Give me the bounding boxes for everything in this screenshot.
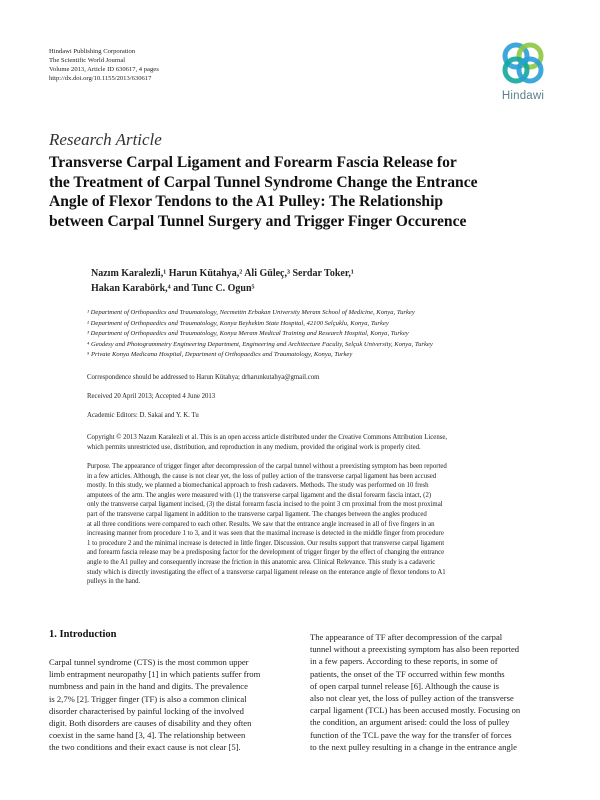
body-line: tunnel without a preexisting symptom has also been reported [310, 644, 520, 655]
body-line: carpal ligament (TCL) has been accused mostly. Focusing on [310, 705, 521, 716]
body-line: The appearance of TF after decompression of the carpal [310, 632, 503, 642]
received-dates: Received 20 April 2013; Accepted 4 June 2013 [87, 393, 216, 400]
title-line: the Treatment of Carpal Tunnel Syndrome Change the Entrance [49, 173, 478, 191]
body-line: numbness and pain in the hand and digits. The prevalence [49, 681, 248, 692]
copyright-line: Copyright © 2013 Nazım Karalezli et al. This is an open access article distributed under the Creative Commons Attribution License, [87, 434, 448, 441]
copyright-notice [87, 433, 557, 452]
abstract-line: increasing manner from procedure 1 to 3, and it was seen that the maximal increase is detected in the middle finger from procedure [87, 530, 444, 538]
body-line: Carpal tunnel syndrome (CTS) is the most common upper [49, 657, 249, 667]
body-column-right [310, 631, 552, 753]
abstract-line: and forearm fascia release may be a predisposing factor for the development of trigger finger by the effect of changing the entrance [87, 549, 445, 557]
hindawi-logo-text: Hindawi [501, 90, 545, 102]
body-line: of open carpal tunnel release [6]. Although the cause is [310, 680, 499, 691]
abstract-line: Purpose. The appearance of trigger finger after decompression of the carpal tunnel without a preexisting symptom has been reported [87, 463, 447, 470]
body-line: digit. Both disorders are causes of disability and they often [49, 718, 252, 729]
affiliation-item: ¹ Department of Orthopaedics and Traumatology, Necmettin Erbakan University Meram School of Medicine, Konya, Turkey [87, 309, 415, 316]
abstract-line: angle to the A1 pulley and consequently increase the friction in this anatomic area. Clinical Relevance. This study is a cadaveric [87, 558, 436, 566]
body-line: disorder characterised by painful locking of the involved [49, 705, 244, 716]
abstract-line: pulleys in the hand. [87, 578, 141, 586]
abstract [87, 462, 557, 587]
affiliation-item: ³ Department of Orthopaedics and Traumatology, Konya Meram Medical Training and Research Hospital, Konya, Turkey [87, 330, 409, 338]
affiliation-item: ⁵ Private Konya Medicana Hospital, Department of Orthopaedics and Traumatology, Konya, Turkey [87, 351, 353, 359]
academic-editors: Academic Editors: D. Sakai and Y. K. Tu [87, 412, 199, 419]
title-line: between Carpal Tunnel Surgery and Trigger Finger Occurence [49, 212, 467, 230]
section-heading-introduction: 1. Introduction [49, 629, 117, 640]
abstract-line: in a few articles. Although, the cause is not clear yet, the loss of pulley action of the transverse carpal ligament has been accused [87, 472, 437, 480]
abstract-line: part of the transverse carpal ligament in addition to the transverse carpal ligament. The changes between the angles produced [87, 510, 427, 518]
title-line: Transverse Carpal Ligament and Forearm Fascia Release for [49, 154, 457, 171]
journal-name-line: The Scientific World Journal [49, 57, 126, 65]
volume-line: Volume 2013, Article ID 630617, 4 pages [49, 66, 159, 74]
authors-line: Nazım Karalezli,¹ Harun Kütahya,² Ali Güleç,³ Serdar Toker,¹ [91, 268, 354, 279]
correspondence-note: Correspondence should be addressed to Harun Kütahya; drharunkutahya@gmail.com [87, 374, 320, 381]
affiliation-list [87, 308, 567, 361]
article-type: Research Article [49, 130, 162, 149]
affiliation-item: ² Department of Orthopaedics and Traumatology, Konya Beyhekim State Hospital, 42100 Selçuklu, Konya, Turkey [87, 319, 389, 327]
hindawi-logo-icon [498, 38, 548, 88]
abstract-line: at all three conditions were compared to each other. Results. We saw that the entrance angle increased in all of five fingers in an [87, 520, 435, 528]
affiliation-item: ⁴ Geodesy and Photogrammetry Engineering Department, Engineering and Architecture Faculty, Selçuk University, Konya, Turkey [87, 340, 433, 348]
abstract-line: amputees of the arm. The angles were measured with (1) the transverse carpal ligament and the distal forearm fascia intact, (2) [87, 491, 432, 499]
body-line: limb entrapment neuropathy [1] in which patients suffer from [49, 669, 261, 680]
body-line: coexist in the same hand [3, 4]. The relationship between [49, 730, 246, 741]
abstract-line: mostly. In this study, we planned a biomechanical approach to fresh cadavers. Methods. The study was performed on 10 fresh [87, 482, 429, 490]
authors-line: Hakan Karabörk,⁴ and Tunc C. Ogun⁵ [91, 283, 255, 294]
body-line: patients, the onset of the TF occurred within few months [310, 668, 505, 679]
body-line: is 2,7% [2]. Trigger finger (TF) is also a common clinical [49, 693, 247, 704]
abstract-line: only the transverse carpal ligament incised, (3) the distal forearm fascia incised to the point 3 cm proximal from the most proximal [87, 501, 443, 509]
body-line: also not clear yet, the loss of pulley action of the transverse [310, 693, 514, 704]
author-list [91, 266, 571, 296]
doi-link[interactable]: http://dx.doi.org/10.1155/2013/630617 [49, 75, 152, 83]
body-line: the two conditions and their exact cause is not clear [5]. [49, 742, 241, 753]
body-column-left [49, 656, 291, 754]
title-line: Angle of Flexor Tendons to the A1 Pulley: The Relationship [49, 193, 444, 211]
hindawi-logo [492, 38, 554, 104]
publisher-line: Hindawi Publishing Corporation [49, 48, 136, 55]
body-line: the condition, an argument arised: could the loss of pulley [310, 717, 510, 728]
journal-header [49, 47, 289, 83]
body-line: function of the TCL pave the way for the transfer of forces [310, 729, 512, 740]
body-line: in a few papers. According to these reports, in some of [310, 656, 498, 667]
paper-title [49, 153, 569, 231]
abstract-line: 1 to procedure 2 and the minimal increase is detected in little finger. Discussion. Our results support that transverse carpal ligament [87, 539, 445, 547]
body-line: to the next pulley resulting in a change in the entrance angle [310, 741, 517, 752]
copyright-line: which permits unrestricted use, distribution, and reproduction in any medium, provided the original work is properly cited. [87, 443, 421, 451]
abstract-line: study which is directly investigating the effect of a transverse carpal ligament release on the enterance angle of flexor tendons to A1 [87, 568, 446, 576]
